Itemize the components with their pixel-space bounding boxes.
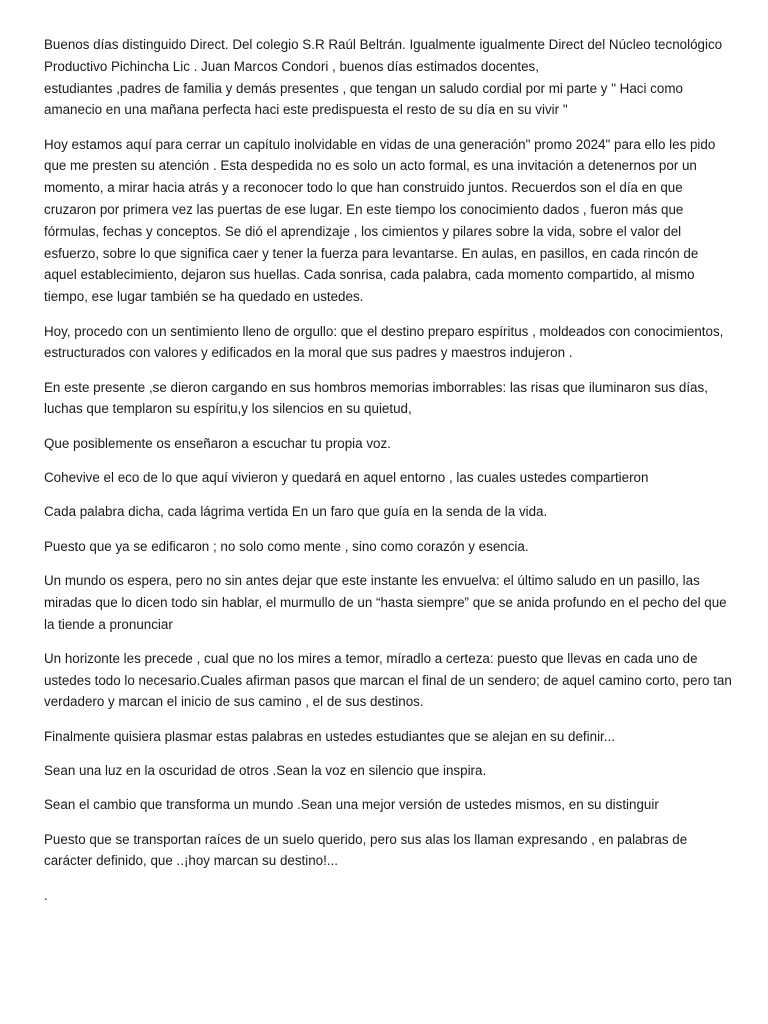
paragraph-be-light: Sean una luz en la oscuridad de otros .Sean la voz en silencio que inspira. [44,763,487,779]
paragraph-pride: Hoy, procedo con un sentimiento lleno de orgullo: que el destino preparo espíritus , moldeados con conocimientos, estructurados con valores y edificados en la moral que sus padres y maestros indujeron . [44,323,724,361]
paragraph-world-awaits: Un mundo os espera, pero no sin antes dejar que este instante les envuelva: el último saludo en un pasillo, las miradas que lo dicen todo sin hablar, el murmullo de un “hasta siempre” que se anida profundo en el pecho del que la tiende a pronunciar [44,572,727,632]
paragraph-built: Puesto que ya se edificaron ; no solo como mente , sino como corazón y esencia. [44,538,529,554]
paragraph-finally: Finalmente quisiera plasmar estas palabras en ustedes estudiantes que se alejan en su definir... [44,728,615,744]
paragraph-every-word: Cada palabra dicha, cada lágrima vertida En un faro que guía en la senda de la vida. [44,504,548,520]
paragraph-memories: En este presente ,se dieron cargando en sus hombros memorias imborrables: las risas que iluminaron sus días, luchas que templaron su espíritu,y los silencios en su quietud, [44,379,708,417]
paragraph-own-voice: Que posiblemente os enseñaron a escuchar tu propia voz. [44,435,391,451]
document-page [44,34,734,907]
trailing-period: . [44,887,48,903]
paragraph-horizon: Un horizonte les precede , cual que no los mires a temor, míradlo a certeza: puesto que llevas en cada uno de ustedes todo lo necesario.Cuales afirman pasos que marcan el final de un sendero; de aquel camino corto, pero tan verdadero y marcan el inicio de sus camino , el de sus destinos. [44,650,732,710]
paragraph-echo: Cohevive el eco de lo que aquí vivieron y quedará en aquel entorno , las cuales ustedes compartieron [44,470,649,486]
paragraph-farewell-intro: Hoy estamos aquí para cerrar un capítulo inolvidable en vidas de una generación" promo 2024" para ello les pido que me presten su atención . Esta despedida no es solo un acto formal, es una invitación a detenernos por un momento, a mirar hacia atrás y a reconocer todo lo que han construido juntos. Recuerdos son el día en que cruzaron por primera vez las puertas de ese lugar. En este tiempo los conocimiento dados , fueron más que fórmulas, fechas y conceptos. Se dió el aprendizaje , los cimientos y pilares sobre la vida, sobre el valor del esfuerzo, sobre lo que significa caer y tener la fuerza para levantarse. En aulas, en pasillos, en cada rincón de aquel establecimiento, dejaron sus huellas. Cada sonrisa, cada palabra, cada momento compartido, al mismo tiempo, ese lugar también se ha quedado en ustedes. [44,136,716,305]
paragraph-closing: Puesto que se transportan raíces de un suelo querido, pero sus alas los llaman expresando , en palabras de carácter definido, que ..¡hoy marcan su destino!... [44,831,688,869]
paragraph-be-change: Sean el cambio que transforma un mundo .Sean una mejor versión de ustedes mismos, en su distinguir [44,797,659,813]
paragraph-greeting: Buenos días distinguido Direct. Del colegio S.R Raúl Beltrán. Igualmente igualmente Direct del Núcleo tecnológico Productivo Pichincha Lic . Juan Marcos Condori , buenos días estimados docentes, estudiantes ,padres de familia y demás presentes , que tengan un saludo cordial por mi parte y " Haci como amanecio en una mañana perfecta haci este predispuesta el resto de su día en su vivir " [44,37,723,118]
